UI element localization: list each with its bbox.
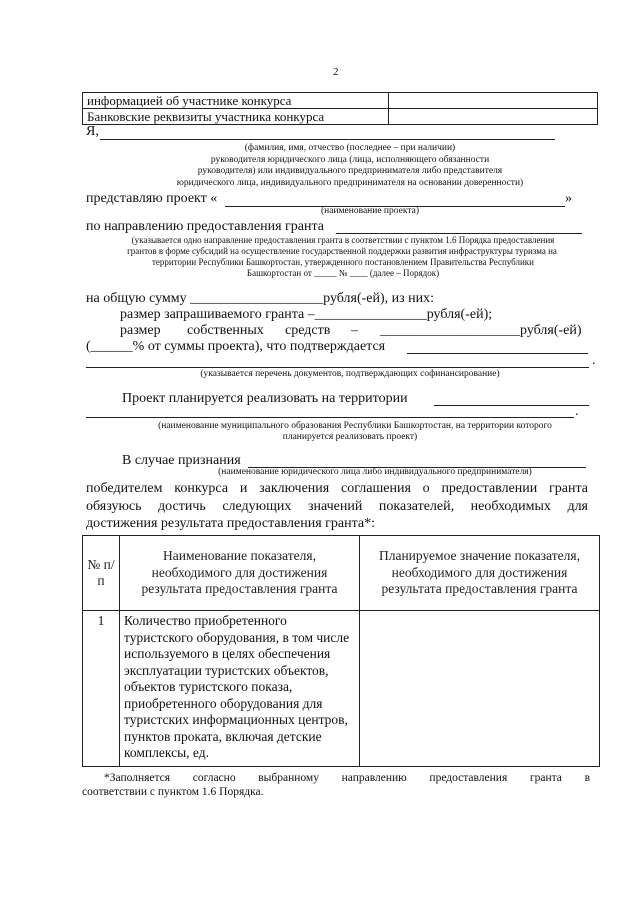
winner-hint: (наименование юридического лица либо индивидуального предпринимателя) xyxy=(218,467,532,477)
table-cell-value xyxy=(389,109,598,125)
commitment-paragraph xyxy=(86,480,588,533)
direction-hint-4: Башкортостан от _____ № ____ (далее – Порядок) xyxy=(246,268,440,278)
territory-line xyxy=(434,405,589,406)
requested-grant-line: размер запрашиваемого гранта –________________рубля(-ей); xyxy=(120,307,493,322)
direction-hint-3: территории Республики Башкортостан, утвержденного постановлением Правительства Республики xyxy=(152,257,534,267)
cofinancing-doc-line xyxy=(407,353,588,354)
own-funds-dash: – xyxy=(351,323,358,338)
cofinancing-hint: (указывается перечень документов, подтверждающих софинансирование) xyxy=(200,369,500,379)
territory-hint-1: (наименование муниципального образования Республики Башкортостан, на территории которого xyxy=(158,421,552,431)
applicant-hint-2: руководителя юридического лица (лица, исполняющего обязанности xyxy=(210,155,490,165)
commitment-line-3: достижения результата предоставления гранта*: xyxy=(86,516,376,531)
row-indicator-name: Количество приобретенного туристского оборудования, в том числе используемого в целях обеспечения эксплуатации туристских объектов, объектов туристского показа, приобретенного оборудования для туристских информационных центров, пунктов проката, включая детские комплексы, ед. xyxy=(120,611,360,767)
row-num: 1 xyxy=(83,611,120,767)
table-row xyxy=(83,93,598,109)
own-funds-label-3: средств xyxy=(285,323,331,338)
header-planned-value: Планируемое значение показателя, необходимого для достижения результата предоставления гранта xyxy=(360,536,600,611)
commitment-line-2: обязуюсь достичь следующих значений показателей, необходимых для xyxy=(86,498,588,514)
header-num: № п/п xyxy=(83,536,120,611)
table-header-row xyxy=(83,536,600,611)
footnote-line-1: *Заполняется согласно выбранному направлению предоставления гранта в xyxy=(104,772,590,784)
direction-hint-1: (указывается одно направление предоставления гранта в соответствии с пунктом 1.6 Порядка предоставления xyxy=(131,235,555,245)
direction-prefix: по направлению предоставления гранта xyxy=(86,219,324,234)
commitment-line-1: победителем конкурса и заключения соглашения о предоставлении гранта xyxy=(86,481,588,496)
participant-info-table xyxy=(82,92,598,125)
page-number: 2 xyxy=(333,66,339,78)
applicant-name-line xyxy=(100,139,555,140)
table-row xyxy=(83,109,598,125)
applicant-hint-1: (фамилия, имя, отчество (последнее – при наличии) xyxy=(244,143,456,153)
territory-text: Проект планируется реализовать на территории xyxy=(122,391,408,406)
direction-line xyxy=(336,233,582,234)
project-prefix: представляю проект « xyxy=(86,191,218,206)
header-indicator-name: Наименование показателя, необходимого для достижения результата предоставления гранта xyxy=(120,536,360,611)
own-funds-label: размер xyxy=(120,323,161,338)
own-funds-label-2: собственных xyxy=(187,323,264,338)
row-planned-value[interactable] xyxy=(360,611,600,767)
cofinancing-period: . xyxy=(592,353,596,368)
direction-hint-2: грантов в форме субсидий на осуществление государственной поддержки развития инфраструктуры туризма на xyxy=(127,246,557,256)
table-row xyxy=(83,611,600,767)
territory-period: . xyxy=(575,404,579,419)
territory-line-2 xyxy=(86,417,574,418)
cofinancing-line: (______% от суммы проекта), что подтверждается xyxy=(86,339,386,354)
own-funds-amount: ____________________рубля(-ей) xyxy=(380,323,582,338)
applicant-hint-4: юридического лица, индивидуального предпринимателя на основании доверенности) xyxy=(176,178,524,188)
table-cell-label: информацией об участнике конкурса xyxy=(83,93,389,109)
applicant-prefix: Я, xyxy=(86,124,99,139)
project-suffix: » xyxy=(565,191,572,206)
applicant-hint-3: руководителя) или индивидуального предпринимателя либо представителя xyxy=(197,166,503,176)
footnote-line-2: соответствии с пунктом 1.6 Порядка. xyxy=(82,786,264,798)
winner-text: В случае признания xyxy=(122,453,241,468)
table-cell-label: Банковские реквизиты участника конкурса xyxy=(83,109,389,125)
indicator-table xyxy=(82,535,600,767)
cofinancing-doc-line-2 xyxy=(86,367,589,368)
project-hint: (наименование проекта) xyxy=(320,206,419,216)
table-cell-value xyxy=(389,93,598,109)
total-amount-line: на общую сумму ___________________рубля(-ей), из них: xyxy=(86,291,435,306)
territory-hint-2: планируется реализовать проект) xyxy=(282,432,418,442)
